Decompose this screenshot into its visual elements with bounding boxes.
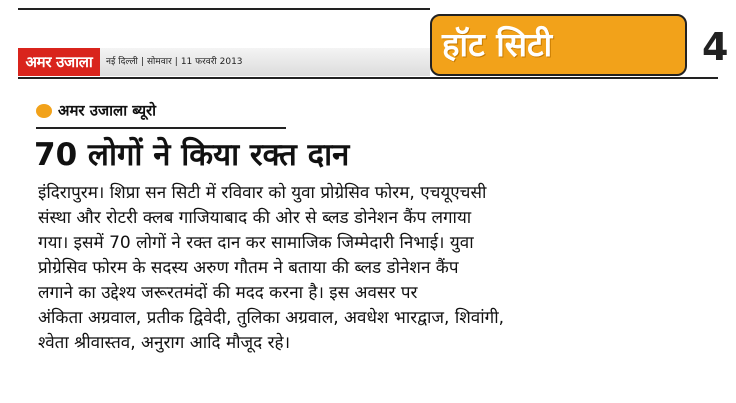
section-banner bbox=[430, 14, 687, 76]
section-title: हॉट सिटी bbox=[442, 25, 553, 64]
article-headline: 70 लोगों ने किया रक्त दान bbox=[34, 137, 350, 173]
byline bbox=[36, 100, 156, 124]
body-line: इंदिरापुरम। शिप्रा सन सिटी में रविवार को युवा प्रोग्रेसिव फोरम, एचयूएचसी bbox=[38, 183, 487, 203]
body-line: संस्था और रोटरी क्लब गाजियाबाद की ओर से ब्लड डोनेशन कैंप लगाया bbox=[38, 208, 472, 228]
masthead-top-rule bbox=[18, 8, 430, 10]
bullet-dot-icon bbox=[36, 104, 52, 118]
newspaper-logo: अमर उजाला bbox=[18, 48, 100, 76]
body-line: गया। इसमें 70 लोगों ने रक्त दान कर सामाजिक जिम्मेदारी निभाई। युवा bbox=[38, 233, 474, 253]
page-number: 4 bbox=[702, 25, 729, 69]
body-line: प्रोग्रेसिव फोरम के सदस्य अरुण गौतम ने बताया की ब्लड डोनेशन कैंप bbox=[38, 258, 459, 278]
body-line: लगाने का उद्देश्य जरूरतमंदों की मदद करना है। इस अवसर पर bbox=[38, 283, 418, 303]
edition-city: नई दिल्ली bbox=[106, 57, 138, 67]
edition-separator: | bbox=[174, 57, 178, 67]
edition-day: सोमवार bbox=[146, 57, 172, 67]
byline-text: अमर उजाला ब्यूरो bbox=[58, 101, 157, 120]
masthead-bottom-rule bbox=[18, 77, 718, 79]
body-line: श्वेता श्रीवास्तव, अनुराग आदि मौजूद रहे। bbox=[38, 333, 291, 353]
edition-separator: | bbox=[140, 57, 144, 67]
edition-date: 11 फरवरी 2013 bbox=[180, 57, 243, 67]
edition-info bbox=[106, 48, 243, 76]
byline-rule bbox=[36, 127, 286, 129]
article-body bbox=[38, 181, 728, 356]
body-line: अंकिता अग्रवाल, प्रतीक द्विवेदी, तुलिका अग्रवाल, अवधेश भारद्वाज, शिवांगी, bbox=[38, 308, 505, 328]
masthead bbox=[0, 0, 736, 90]
